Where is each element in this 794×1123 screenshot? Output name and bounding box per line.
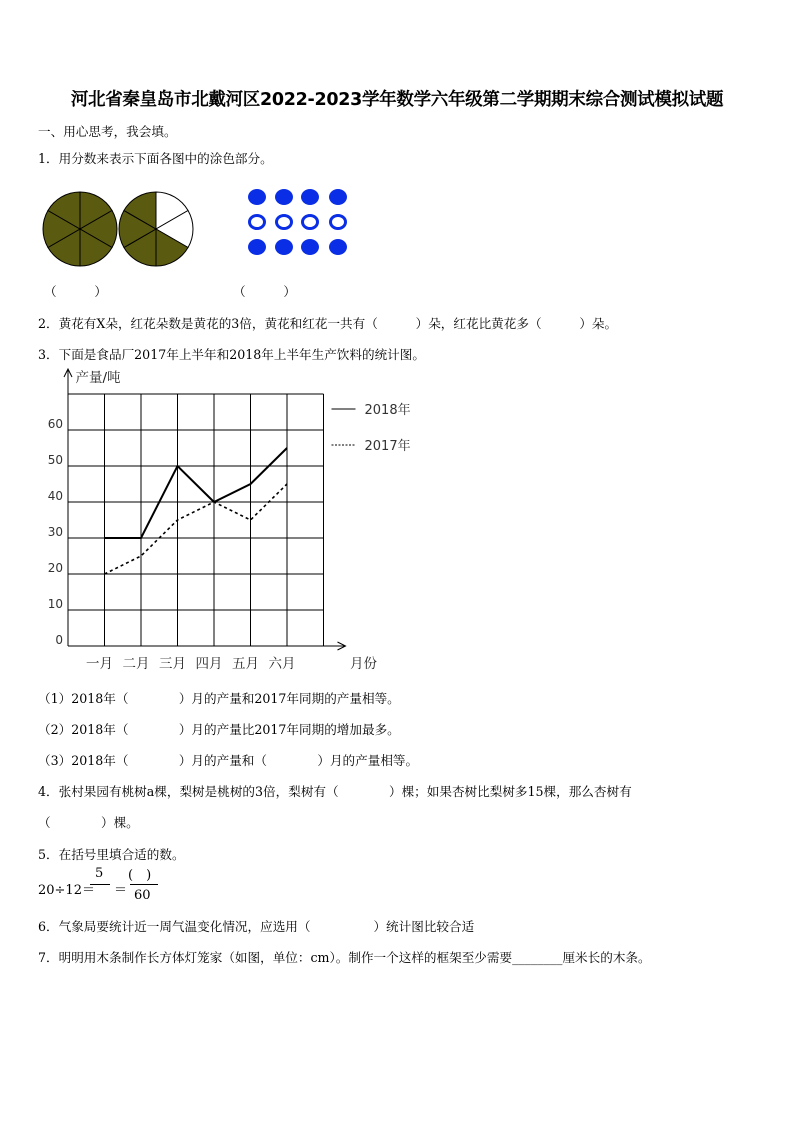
filled-dot [329,239,347,255]
filled-dot [329,189,347,205]
fraction-1-bar [90,884,110,885]
x-axis-label: 月份 [350,656,377,672]
filled-dot [248,189,266,205]
fraction-2-denominator: 60 [134,888,151,903]
series-line-0 [105,448,288,538]
pie-figures [40,186,200,268]
filled-dot [301,239,319,255]
filled-dot [301,189,319,205]
y-axis-label: 产量/吨 [75,370,121,386]
y-tick-label: 0 [55,633,63,647]
question-6: 6．气象局要统计近一周气温变化情况，应选用（ ）统计图比较合适 [38,919,475,934]
y-tick-label: 10 [47,597,63,611]
question-5: 5．在括号里填合适的数。 [38,847,185,862]
x-tick-label: 五月 [232,656,259,672]
question-3-sub-1: （1）2018年（ ）月的产量和2017年同期的产量相等。 [38,691,400,706]
hollow-dot [250,216,265,229]
page-title: 河北省秦皇岛市北戴河区2022-2023学年数学六年级第二学期期末综合测试模拟试题 [70,90,724,110]
filled-dot [275,189,293,205]
x-tick-label: 二月 [122,656,150,672]
filled-dot [248,239,266,255]
x-tick-label: 一月 [86,656,113,672]
question-1: 1．用分数来表示下面各图中的涂色部分。 [38,151,273,166]
y-tick-label: 30 [47,525,63,539]
fraction-2-numerator[interactable]: ( ) [128,868,152,883]
answer-blank-a[interactable]: （ ） [44,284,107,299]
pie-figure-a [43,192,117,266]
y-tick-label: 60 [47,417,63,431]
question-3-sub-2: （2）2018年（ ）月的产量比2017年同期的增加最多。 [38,722,400,737]
pie-figure-b [119,192,193,266]
x-tick-label: 六月 [268,656,296,672]
chart-grid [68,394,324,646]
question-3: 3．下面是食品厂2017年上半年和2018年上半年生产饮料的统计图。 [38,347,425,362]
answer-blank-b[interactable]: （ ） [233,284,296,299]
line-chart [40,365,411,677]
fraction-2-bar [130,884,158,885]
x-tick-label: 四月 [195,656,223,672]
question-7: 7．明明用木条制作长方体灯笼家（如图，单位：cm）。制作一个这样的框架至少需要________厘米长的木条。 [38,950,651,965]
filled-dot [275,239,293,255]
question-2: 2．黄花有X朵，红花朵数是黄花的3倍，黄花和红花一共有（ ）朵，红花比黄花多（ ）朵。 [38,316,618,331]
equation-lhs: 20÷12＝ [38,883,95,898]
equation-equals: ＝ [114,883,128,898]
legend-label: 2017年 [364,439,411,454]
section-heading: 一、用心思考，我会填。 [38,124,177,139]
dot-figure [240,186,360,258]
y-tick-label: 50 [47,453,63,467]
x-tick-label: 三月 [159,656,186,672]
fraction-1-numerator: 5 [95,866,104,881]
hollow-dot [277,216,292,229]
series-line-1 [105,484,288,574]
y-tick-label: 20 [47,561,63,575]
hollow-dot [331,216,346,229]
hollow-dot [303,216,318,229]
y-tick-label: 40 [47,489,63,503]
question-4-line-1: 4．张村果园有桃树a棵，梨树是桃树的3倍，梨树有（ ）棵；如果杏树比梨树多15棵，那么杏树有 [38,784,632,799]
question-3-sub-3: （3）2018年（ ）月的产量和（ ）月的产量相等。 [38,753,419,768]
legend-label: 2018年 [364,403,411,418]
question-4-line-2: （ ）棵。 [38,815,139,830]
